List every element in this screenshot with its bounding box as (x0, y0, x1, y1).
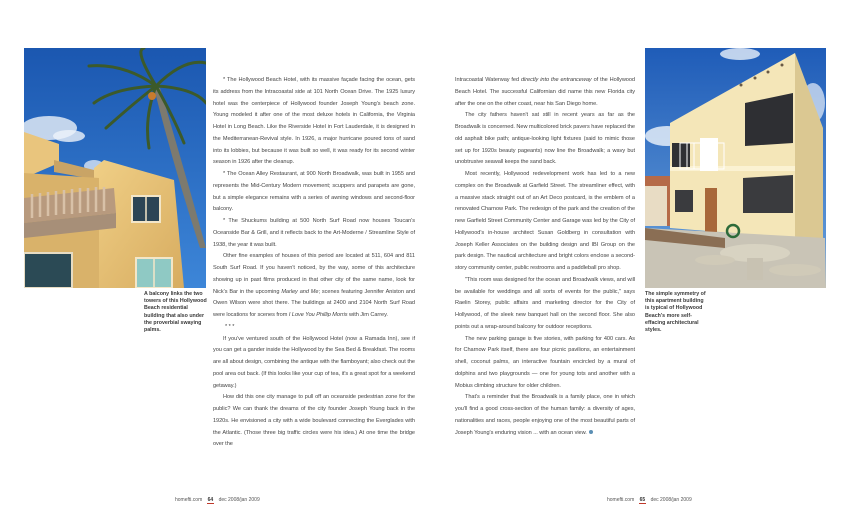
photo-left (24, 48, 206, 288)
folio-site: homefti.com (607, 497, 635, 503)
paragraph-text: That's a reminder that the Broadwalk is a family place, one in which you'll find a good cross-section of the human family: a diversity of ages, nationalities and races, people enjoying one of the most beautiful parts of Joseph Young's enduring vision ... with an ocean view. (455, 394, 635, 436)
paragraph: * The Shuckums building at 500 North Surf Road now houses Toucan's Oceanside Bar & Grill, and it reflects back to the Art-Moderne / Streamline Style of 1938, the year it was built. (213, 218, 415, 248)
paragraph: The city fathers haven't sat still in recent years as far as the Broadwalk is concerned. New multicolored brick pavers have replaced the old asphalt bike path; antique-looking light fixtures (said to mimic those set up for 1920s beauty pageants) now line the Broadwalk; a wavy but unobtrusive seawall keeps the sand back. (455, 112, 635, 166)
folio-site: homefti.com (175, 497, 203, 503)
end-of-article-icon (589, 430, 593, 434)
folio-left (175, 496, 260, 504)
paragraph: The new parking garage is five stories, with parking for 400 cars. As for Charnow Park itself, there are four picnic pavilions, an entertainment shell, coconut palms, an interactive fountain encircled by a mural of dolphins and two playgrounds — one for young tots and another with a Mobius climbing structure for older children. (455, 335, 635, 389)
film-title: I Love You Phillip Morris (288, 312, 348, 318)
paragraph: How did this one city manage to pull off an oceanside pedestrian zone for the public? We can thank the dreams of the city founder Joseph Young back in the 1920s. He envisioned a city with a wide boulevard connecting the Everglades with the Atlantic. (Those three big traffic circles were his idea.) At one time the bridge over the (213, 394, 415, 448)
article-column-left (213, 75, 415, 451)
folio-right (607, 496, 692, 504)
film-title: Marley and Me (281, 288, 319, 295)
article-column-right (455, 75, 635, 439)
paragraph-text: Intracoastal Waterway fed (455, 77, 521, 83)
paragraph-text: ; scenes featuring Jennifer Aniston and Owen Wilson were shot there. The buildings at 2400 and 2104 North Surf Road were locations for scenes from (213, 288, 415, 318)
building-palm-photo-icon (24, 48, 206, 288)
page-number: 64 (207, 497, 214, 503)
paragraph (213, 251, 415, 322)
paragraph: * The Ocean Alley Restaurant, at 900 North Broadwalk, was built in 1955 and represents the Mid-Century Modern movement; scuppers and parapets are gone, but a simple elegance remains with a series of awning windows and second-floor balcony. (213, 171, 415, 213)
paragraph-text: of the Hollywood Beach Hotel. The successful Californian did name this new Florida city after the one on the other coast, near his San Diego home. (455, 77, 635, 107)
folio-issue: dec 2008/jan 2009 (650, 497, 692, 503)
page-number: 65 (639, 497, 646, 503)
photo-right (645, 48, 826, 288)
photo-caption-right: The simple symmetry of this apartment building is typical of Hollywood Beach's more self-effacing architectural styles. (645, 291, 706, 334)
paragraph: "This room was designed for the ocean and Broadwalk views, and will be available for weddings and all sorts of events for the public," says Raelin Storey, public affairs and marketing director for the City of Hollywood, of the sleek new banquet hall on the second floor. She also points out a wrap-around balcony for outdoor receptions. (455, 276, 635, 330)
paragraph (455, 392, 635, 439)
paragraph: * The Hollywood Beach Hotel, with its massive façade facing the ocean, gets its address from the Intracoastal side at 101 North Ocean Drive. The 1925 luxury hotel was the centerpiece of Hollywood founder Joseph Young's beach zone. Young modeled it after one of the most deluxe hotels in California, the Virginia Hotel in Long Beach. Like the Riverside Hotel in Fort Lauderdale, it is designed in the Mediterranean-Revival style. In 1926, a major hurricane poured tons of sand into its lobbies, but because it was built so well, it was ready for its second winter season in 1926 after the cleanup. (213, 77, 415, 166)
section-break: * * * (225, 323, 235, 330)
paragraph (455, 75, 635, 110)
paragraph-text: Other fine examples of houses of this period are located at 511, 604 and 811 South Surf Road. If you haven't noticed, by the way, some of this architecture showing up in past films produced in that other city of the same name, look for Nick's Bar in the upcoming (213, 253, 415, 295)
photo-caption-left: A balcony links the two towers of this Hollywood Beach residential building that also under the proverbial swaying palms. (144, 291, 207, 334)
paragraph: If you've ventured south of the Hollywood Hotel (now a Ramada Inn), see if you can get a gander inside the Hollywood by the Sea Bed & Breakfast. The rooms are all about design, combining the antique with the flamboyant; also check out the pool area out back. (If this looks like your cup of tea, it's a great spot for a weekend getaway.) (213, 335, 415, 389)
paragraph: Most recently, Hollywood redevelopment work has led to a new complex on the Broadwalk at Garfield Street. The streamliner effect, with a massive stack straight out of an Art Deco postcard, is the emblem of a renovated Charnow Park. The redesign of the park and the creation of the new Garfield Street Community Center and Garage was led by the City of Hollywood's in-house architect Susan Goldberg in consultation with Joseph Keller Associates on the building design and IBI Group on the park design. The nautical architecture and bright colors enclose a second-story community center, public restrooms and a paddleball pro shop. (455, 171, 635, 271)
folio-issue: dec 2008/jan 2009 (218, 497, 260, 503)
paragraph-text: with Jim Carrey. (347, 312, 388, 318)
emphasis-text: directly into the entranceway (520, 77, 592, 83)
apartment-building-photo-icon (645, 48, 826, 288)
